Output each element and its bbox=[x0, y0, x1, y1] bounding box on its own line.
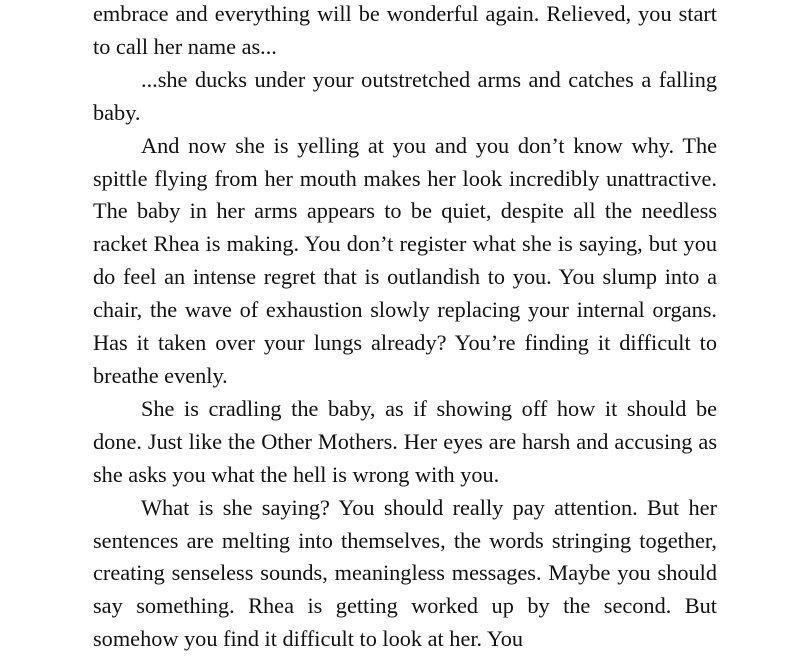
paragraph: And now she is yelling at you and you don’t know why. The spittle flying from her mouth makes her look incredibly unattractive. The baby in her arms appears to be quiet, despite all the needless racket Rhea is making. You don’t register what she is saying, but you do feel an intense regret that is outlandish to you. You slump into a chair, the wave of exhaustion slowly replacing your internal organs. Has it taken over your lungs already? You’re finding it difficult to breathe evenly. bbox=[93, 132, 717, 388]
paragraph-continuation: embrace and everything will be wonderful again. Relieved, you start to call her name as... bbox=[93, 1, 717, 59]
book-page-text bbox=[93, 0, 717, 656]
paragraph: ...she ducks under your outstretched arms and catches a falling baby. bbox=[93, 66, 717, 125]
paragraph: She is cradling the baby, as if showing off how it should be done. Just like the Other Mothers. Her eyes are harsh and accusing as she asks you what the hell is wrong with you. bbox=[93, 395, 717, 487]
paragraph: What is she saying? You should really pay attention. But her sentences are melting into themselves, the words stringing together, creating senseless sounds, meaningless messages. Maybe you should say something. Rhea is getting worked up by the second. But somehow you find it difficult to look at her. You bbox=[93, 494, 717, 652]
